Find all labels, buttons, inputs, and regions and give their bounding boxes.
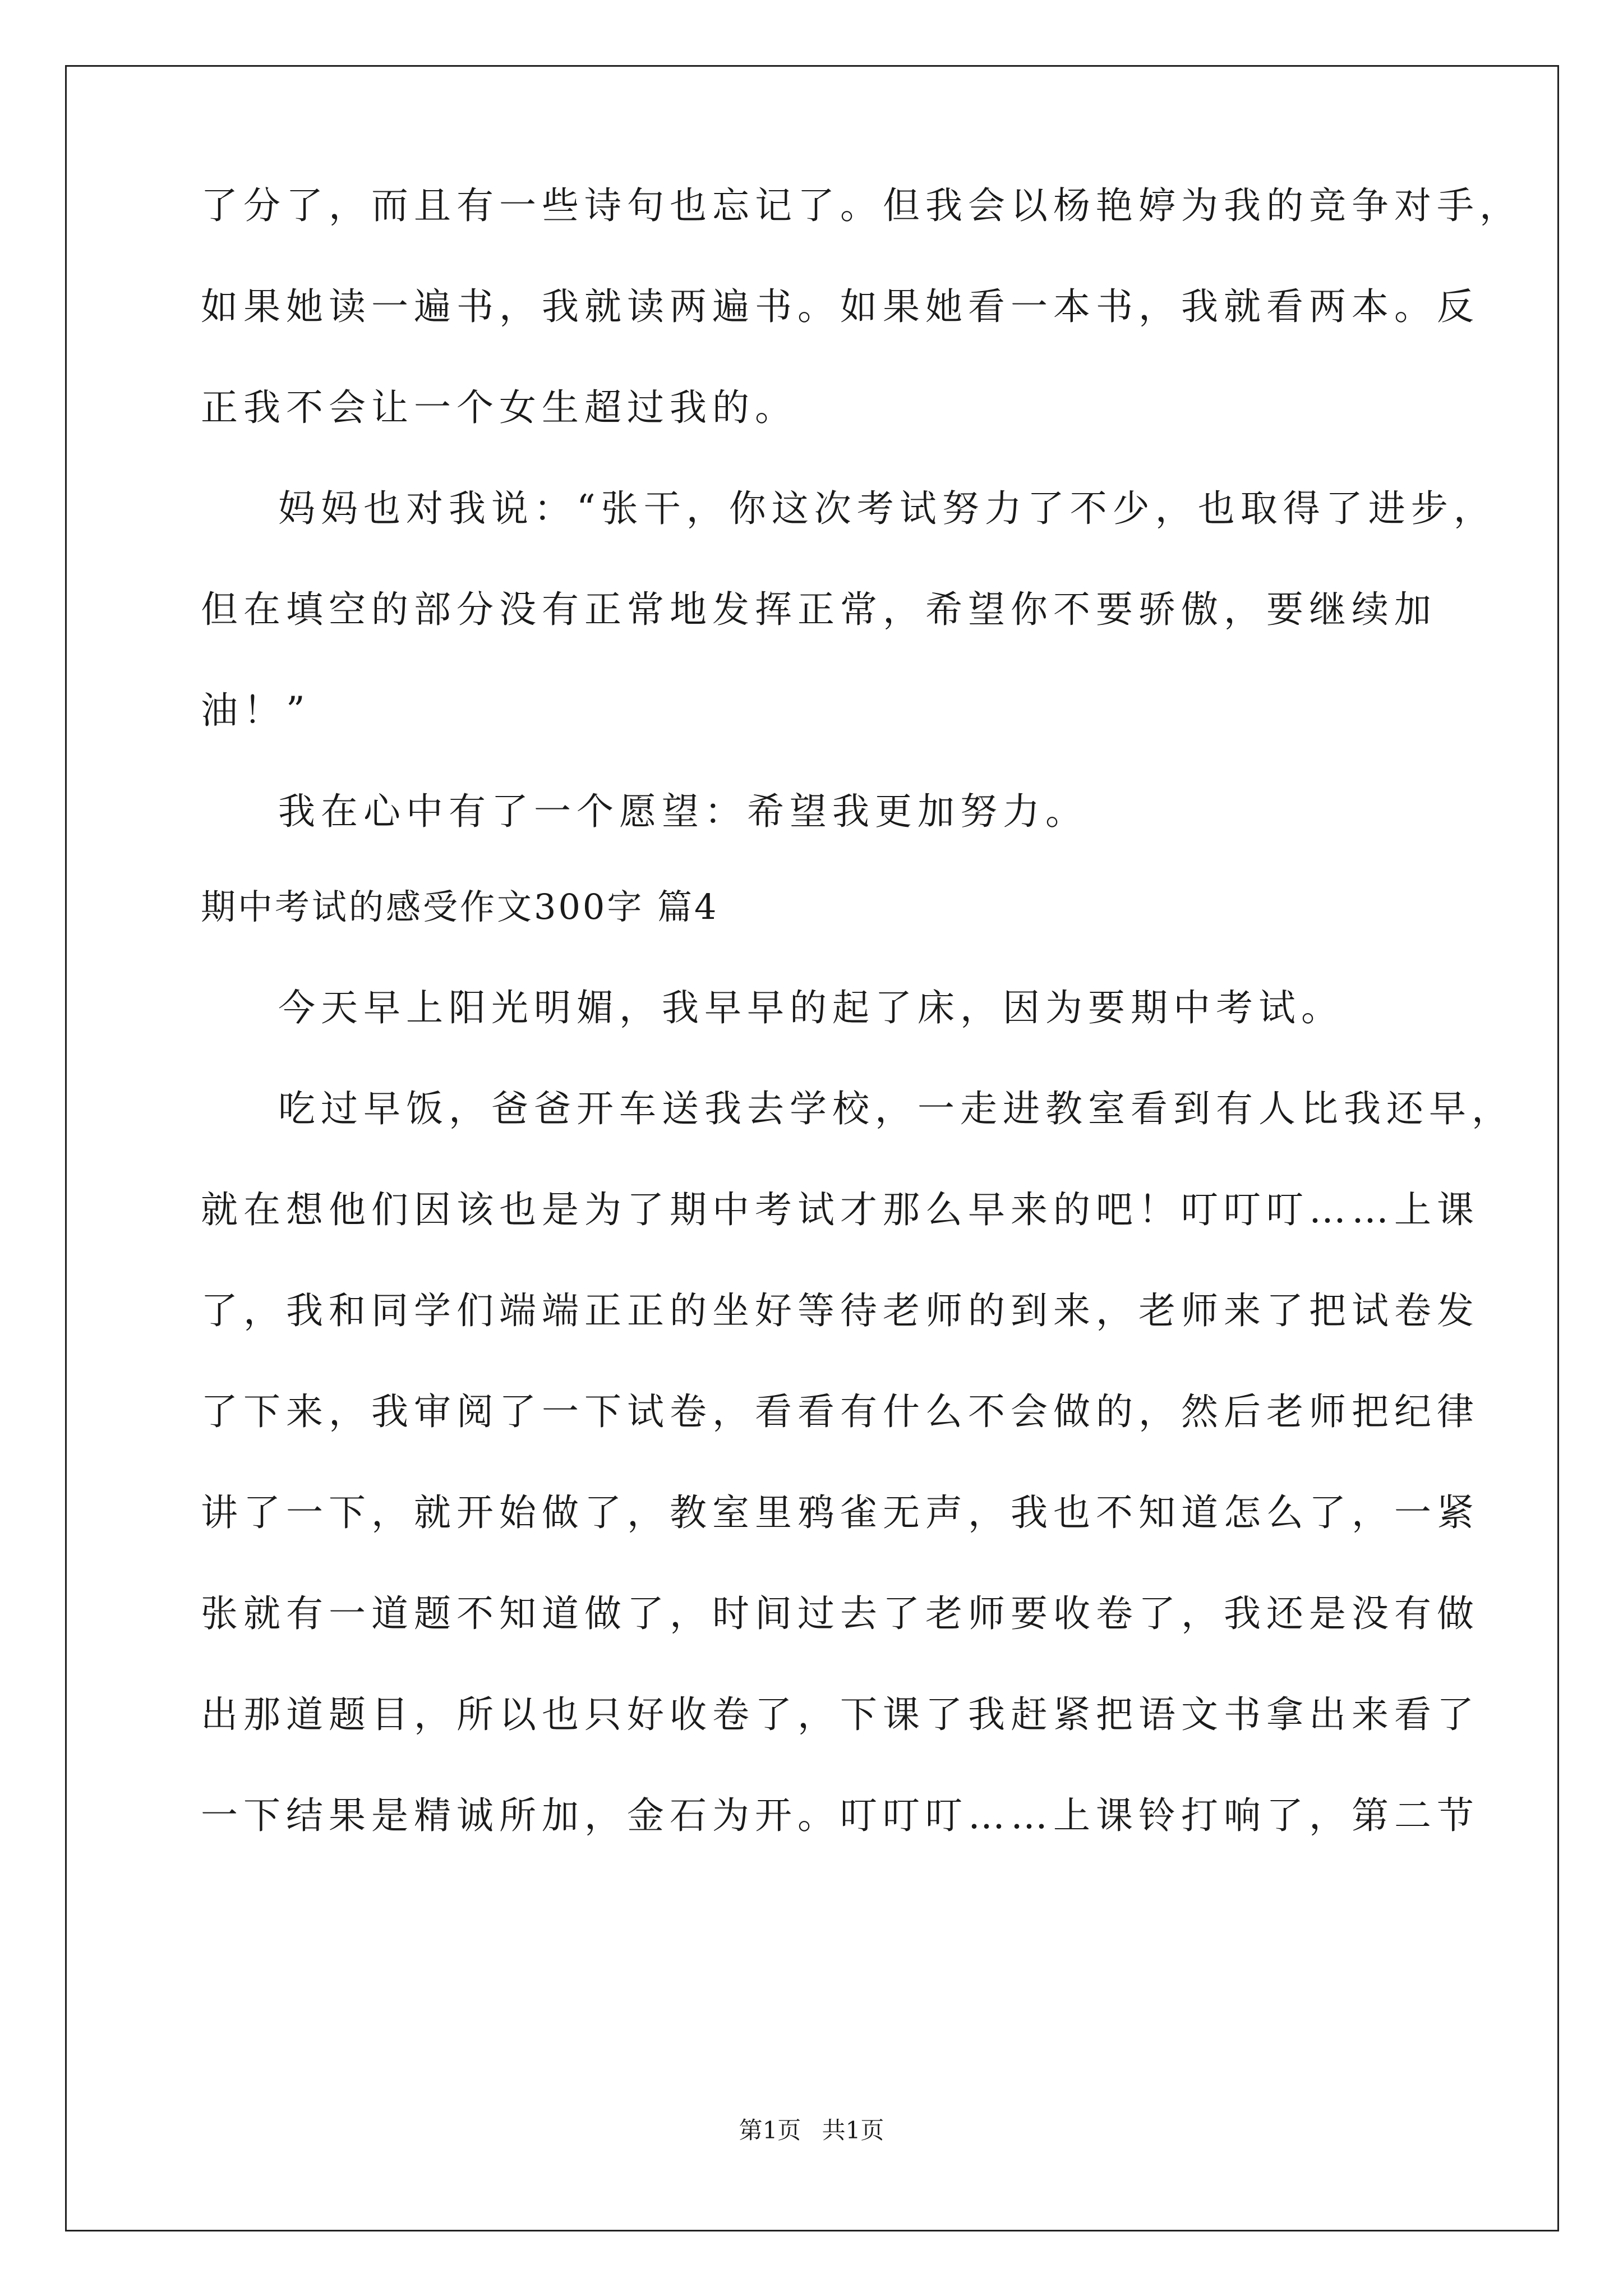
page-footer <box>0 2115 1623 2146</box>
text-line: 吃过早饭，爸爸开车送我去学校，一走进教室看到有人比我还早， <box>278 1087 1514 1130</box>
text-line: 了，我和同学们端端正正的坐好等待老师的到来，老师来了把试卷发 <box>201 1289 1479 1332</box>
text-line: 出那道题目，所以也只好收卷了，下课了我赶紧把语文书拿出来看了 <box>201 1693 1479 1736</box>
text-line: 了下来，我审阅了一下试卷，看看有什么不会做的，然后老师把纪律 <box>201 1390 1479 1433</box>
text-line: 但在填空的部分没有正常地发挥正常，希望你不要骄傲，要继续加 <box>201 588 1437 631</box>
text-line: 就在想他们因该也是为了期中考试才那么早来的吧！叮叮叮……上课 <box>201 1188 1479 1231</box>
text-line: 妈妈也对我说：“张干，你这次考试努力了不少，也取得了进步， <box>278 487 1496 530</box>
text-line: 了分了，而且有一些诗句也忘记了。但我会以杨艳婷为我的竞争对手， <box>201 184 1522 227</box>
text-line: 今天早上阳光明媚，我早早的起了床，因为要期中考试。 <box>278 986 1344 1029</box>
text-line: 油！” <box>201 689 311 732</box>
text-line: 如果她读一遍书，我就读两遍书。如果她看一本书，我就看两本。反 <box>201 285 1479 328</box>
text-line: 我在心中有了一个愿望：希望我更加努力。 <box>278 790 1088 833</box>
text-line: 正我不会让一个女生超过我的。 <box>201 386 797 429</box>
section-heading: 期中考试的感受作文300字 篇4 <box>201 886 719 927</box>
text-line: 一下结果是精诚所加，金石为开。叮叮叮……上课铃打响了，第二节 <box>201 1794 1479 1837</box>
page-number-total: 共1页 <box>822 2116 884 2144</box>
page-number-current: 第1页 <box>739 2116 801 2144</box>
text-line: 讲了一下，就开始做了，教室里鸦雀无声，我也不知道怎么了，一紧 <box>201 1491 1479 1534</box>
text-line: 张就有一道题不知道做了，时间过去了老师要收卷了，我还是没有做 <box>201 1592 1479 1635</box>
